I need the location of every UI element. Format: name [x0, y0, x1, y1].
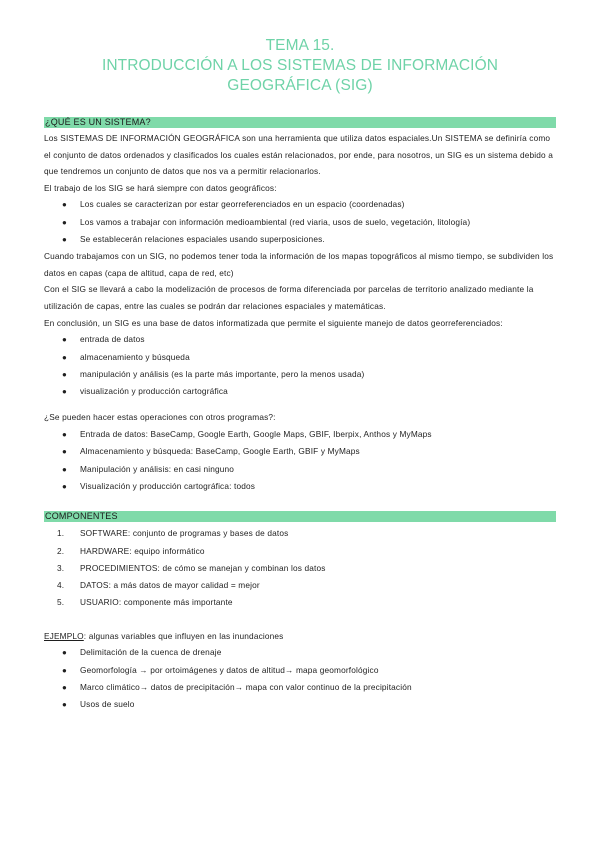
list-item: ● Almacenamiento y búsqueda: BaseCamp, Google Earth, GBIF y MyMaps	[44, 443, 556, 460]
bullet-icon: ●	[62, 682, 67, 692]
list-manejo-datos	[44, 331, 556, 400]
section-header-que-es: ¿QUÉ ES UN SISTEMA?	[44, 117, 556, 128]
bullet-icon: ●	[62, 234, 67, 244]
title-line-2: INTRODUCCIÓN A LOS SISTEMAS DE INFORMACIÓN	[101, 57, 499, 74]
list-item: 2. HARDWARE: equipo informático	[57, 545, 205, 556]
list-item: 1. SOFTWARE: conjunto de programas y bases de datos	[57, 528, 289, 539]
list-item: ● Manipulación y análisis: en casi ninguno	[44, 461, 556, 478]
bullet-icon: ●	[62, 369, 67, 379]
bullet-icon: ●	[62, 387, 67, 397]
list-item: 5. USUARIO: componente más importante	[57, 597, 233, 608]
bullet-icon: ●	[62, 700, 67, 710]
list-item: ● Usos de suelo	[44, 696, 556, 713]
list-datos-geograficos	[44, 196, 556, 248]
list-item: ● Los cuales se caracterizan por estar georreferenciados en un espacio (coordenadas)	[44, 196, 556, 213]
list-otros-programas	[44, 426, 556, 495]
list-item: ● entrada de datos	[44, 331, 556, 348]
paragraph-conclusion: En conclusión, un SIG es una base de datos informatizada que permite el siguiente manejo de datos georreferenciados:	[44, 317, 503, 328]
list-ejemplo	[44, 644, 556, 713]
section-header-componentes: COMPONENTES	[44, 511, 556, 522]
paragraph-definicion: Los SISTEMAS DE INFORMACIÓN GEOGRÁFICA son una herramienta que utiliza datos espaciales.Un SISTEMA se definiría como el conjunto de datos ordenados y clasificados los cuales están relacionados, por ende, para nosotros, un SIG es un sistema debido a que tendremos un conjunto de datos que nos va a permitir relacionarlos.	[44, 133, 554, 177]
list-componentes	[44, 525, 556, 611]
paragraph-otros-programas: ¿Se pueden hacer estas operaciones con otros programas?:	[44, 412, 276, 423]
title-block	[44, 36, 556, 96]
bullet-icon: ●	[62, 665, 67, 675]
list-item: ● visualización y producción cartográfica	[44, 383, 556, 400]
list-item: ● Visualización y producción cartográfica: todos	[44, 478, 556, 495]
paragraph-ejemplo: EJEMPLO: algunas variables que influyen en las inundaciones	[44, 630, 284, 641]
ejemplo-label: EJEMPLO	[44, 630, 84, 641]
title-line-1: TEMA 15.	[265, 37, 335, 54]
bullet-icon: ●	[62, 648, 67, 658]
bullet-icon: ●	[62, 352, 67, 362]
paragraph-capas: Cuando trabajamos con un SIG, no podemos tener toda la información de los mapas topográficos al mismo tiempo, se subdividen los datos en capas (capa de altitud, capa de red, etc)	[44, 251, 554, 278]
bullet-icon: ●	[62, 464, 67, 474]
list-item: 3. PROCEDIMIENTOS: de cómo se manejan y combinan los datos	[57, 562, 326, 573]
title-line-3: GEOGRÁFICA (SIG)	[227, 77, 373, 94]
list-item: ● Los vamos a trabajar con información medioambiental (red viaria, usos de suelo, vegetación, litología)	[44, 214, 556, 231]
list-item: 4. DATOS: a más datos de mayor calidad = mejor	[57, 580, 260, 591]
list-item: ● Marco climático→ datos de precipitación→ mapa con valor continuo de la precipitación	[44, 679, 556, 696]
paragraph-trabajo-sig: El trabajo de los SIG se hará siempre con datos geográficos:	[44, 182, 277, 193]
list-item: ● Geomorfología → por ortoimágenes y datos de altitud→ mapa geomorfológico	[44, 662, 556, 679]
bullet-icon: ●	[62, 481, 67, 491]
paragraph-modelizacion: Con el SIG se llevará a cabo la modelización de procesos de forma diferenciada por parcelas de territorio analizado mediante la utilización de capas, entre las cuales se podrán dar relaciones espaciales y matemáticas.	[44, 284, 534, 312]
list-item: ● Entrada de datos: BaseCamp, Google Earth, Google Maps, GBIF, Iberpix, Anthos y MyMaps	[44, 426, 556, 443]
list-item: ● Se establecerán relaciones espaciales usando superposiciones.	[44, 231, 556, 248]
list-item: ● Delimitación de la cuenca de drenaje	[44, 644, 556, 661]
bullet-icon: ●	[62, 217, 67, 227]
list-item: ● almacenamiento y búsqueda	[44, 349, 556, 366]
document-page	[44, 0, 556, 713]
bullet-icon: ●	[62, 335, 67, 345]
bullet-icon: ●	[62, 200, 67, 210]
bullet-icon: ●	[62, 447, 67, 457]
list-item: ● manipulación y análisis (es la parte más importante, pero la menos usada)	[44, 366, 556, 383]
bullet-icon: ●	[62, 430, 67, 440]
